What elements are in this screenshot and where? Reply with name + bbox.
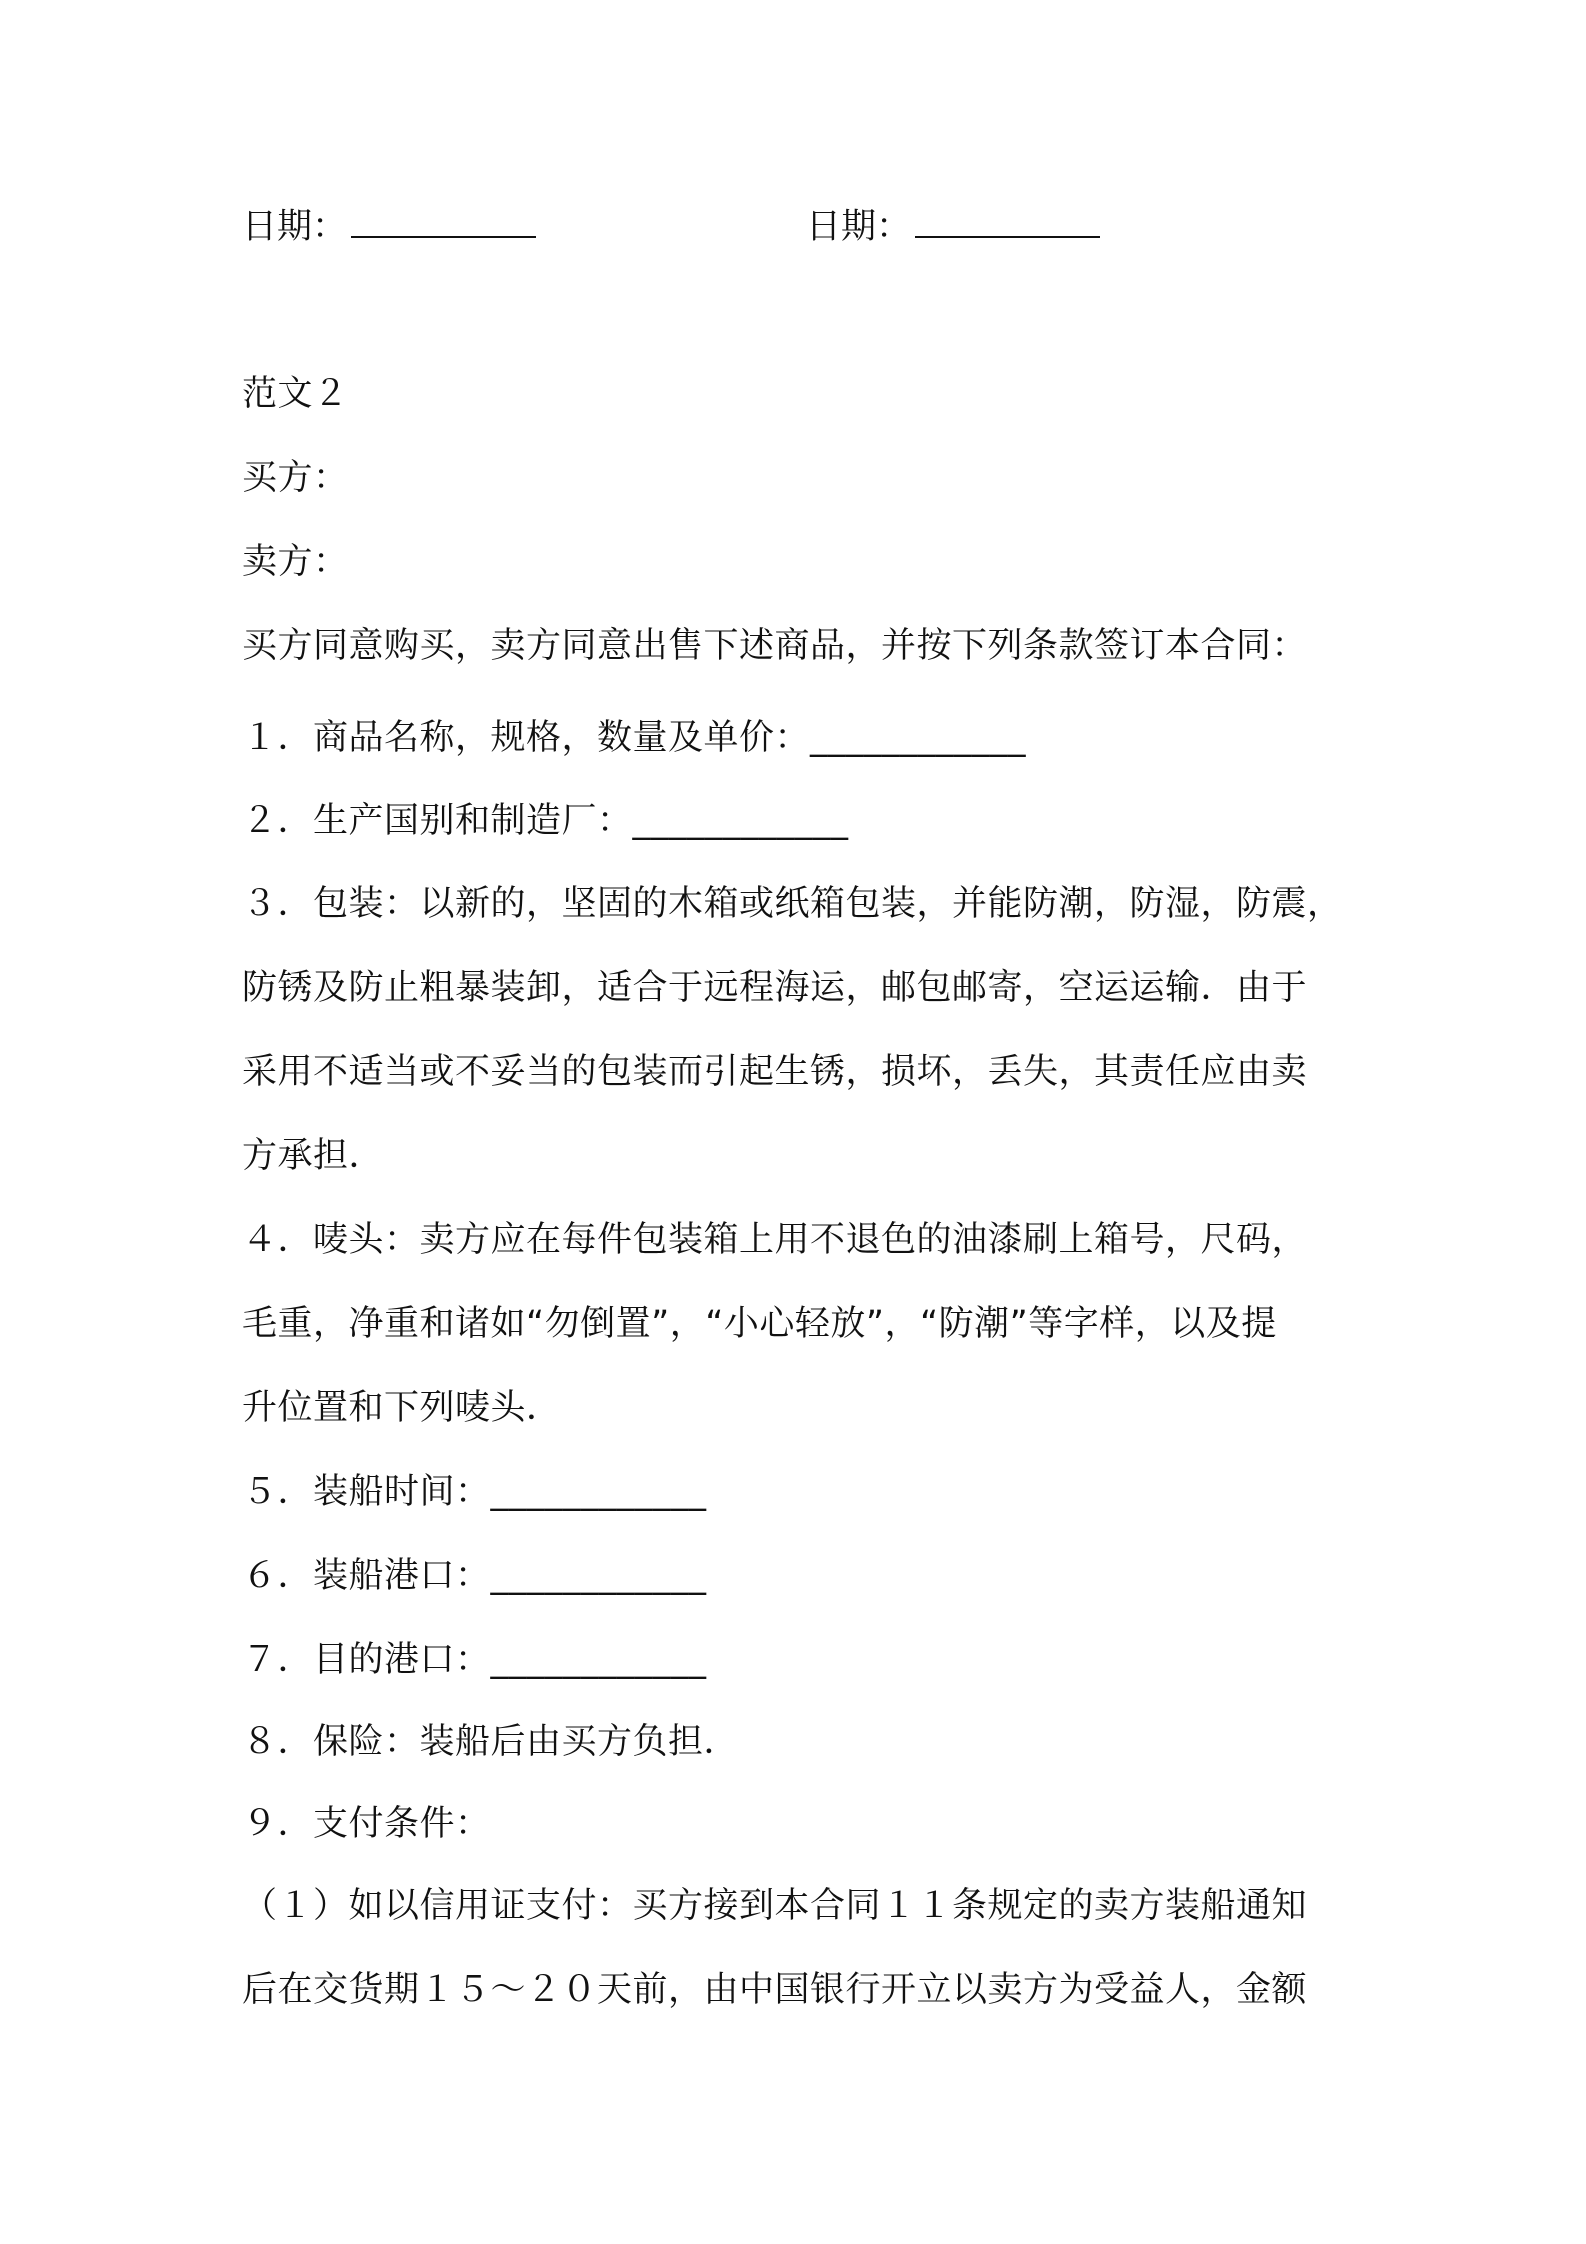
clause-line: 后在交货期１５～２０天前，由中国银行开立以卖方为受益人，金额 — [242, 1970, 1308, 2010]
clause-line: ８．保险：装船后由买方负担． — [242, 1722, 740, 1762]
clause-line: ３．包装：以新的，坚固的木箱或纸箱包装，并能防潮，防湿，防震， — [242, 884, 1343, 924]
clause-line: ２．生产国别和制造厂：____________ — [242, 801, 849, 841]
clause-line: ４．唛头：卖方应在每件包装箱上用不退色的油漆刷上箱号，尺码， — [242, 1220, 1308, 1260]
left-date-field — [242, 207, 536, 247]
clause-line: （１）如以信用证支付：买方接到本合同１１条规定的卖方装船通知 — [242, 1886, 1308, 1926]
clause-line: 毛重，净重和诸如“勿倒置”，“小心轻放”，“防潮”等字样，以及提 — [242, 1304, 1277, 1344]
right-date-label: 日期： — [806, 207, 912, 247]
left-date-blank — [351, 208, 536, 238]
clause-line: 防锈及防止粗暴装卸，适合于远程海运，邮包邮寄，空运运输．由于 — [242, 968, 1308, 1008]
left-date-label: 日期： — [242, 207, 348, 247]
contract-intro: 买方同意购买，卖方同意出售下述商品，并按下列条款签订本合同： — [242, 626, 1308, 666]
clause-line: １．商品名称，规格，数量及单价：____________ — [242, 718, 1027, 758]
right-date-field — [806, 207, 1100, 247]
right-date-blank — [915, 208, 1100, 238]
seller-label: 卖方： — [242, 542, 349, 582]
clause-line: 采用不适当或不妥当的包装而引起生锈，损坏，丢失，其责任应由卖 — [242, 1052, 1308, 1092]
clause-line: 升位置和下列唛头． — [242, 1388, 562, 1428]
sample-heading: 范文２ — [242, 374, 349, 414]
clause-line: ６．装船港口：____________ — [242, 1556, 707, 1596]
clause-line: ５．装船时间：____________ — [242, 1472, 707, 1512]
buyer-label: 买方： — [242, 458, 349, 498]
clause-line: 方承担． — [242, 1136, 385, 1176]
clause-line: ９．支付条件： — [242, 1804, 491, 1844]
clause-line: ７．目的港口：____________ — [242, 1640, 707, 1680]
